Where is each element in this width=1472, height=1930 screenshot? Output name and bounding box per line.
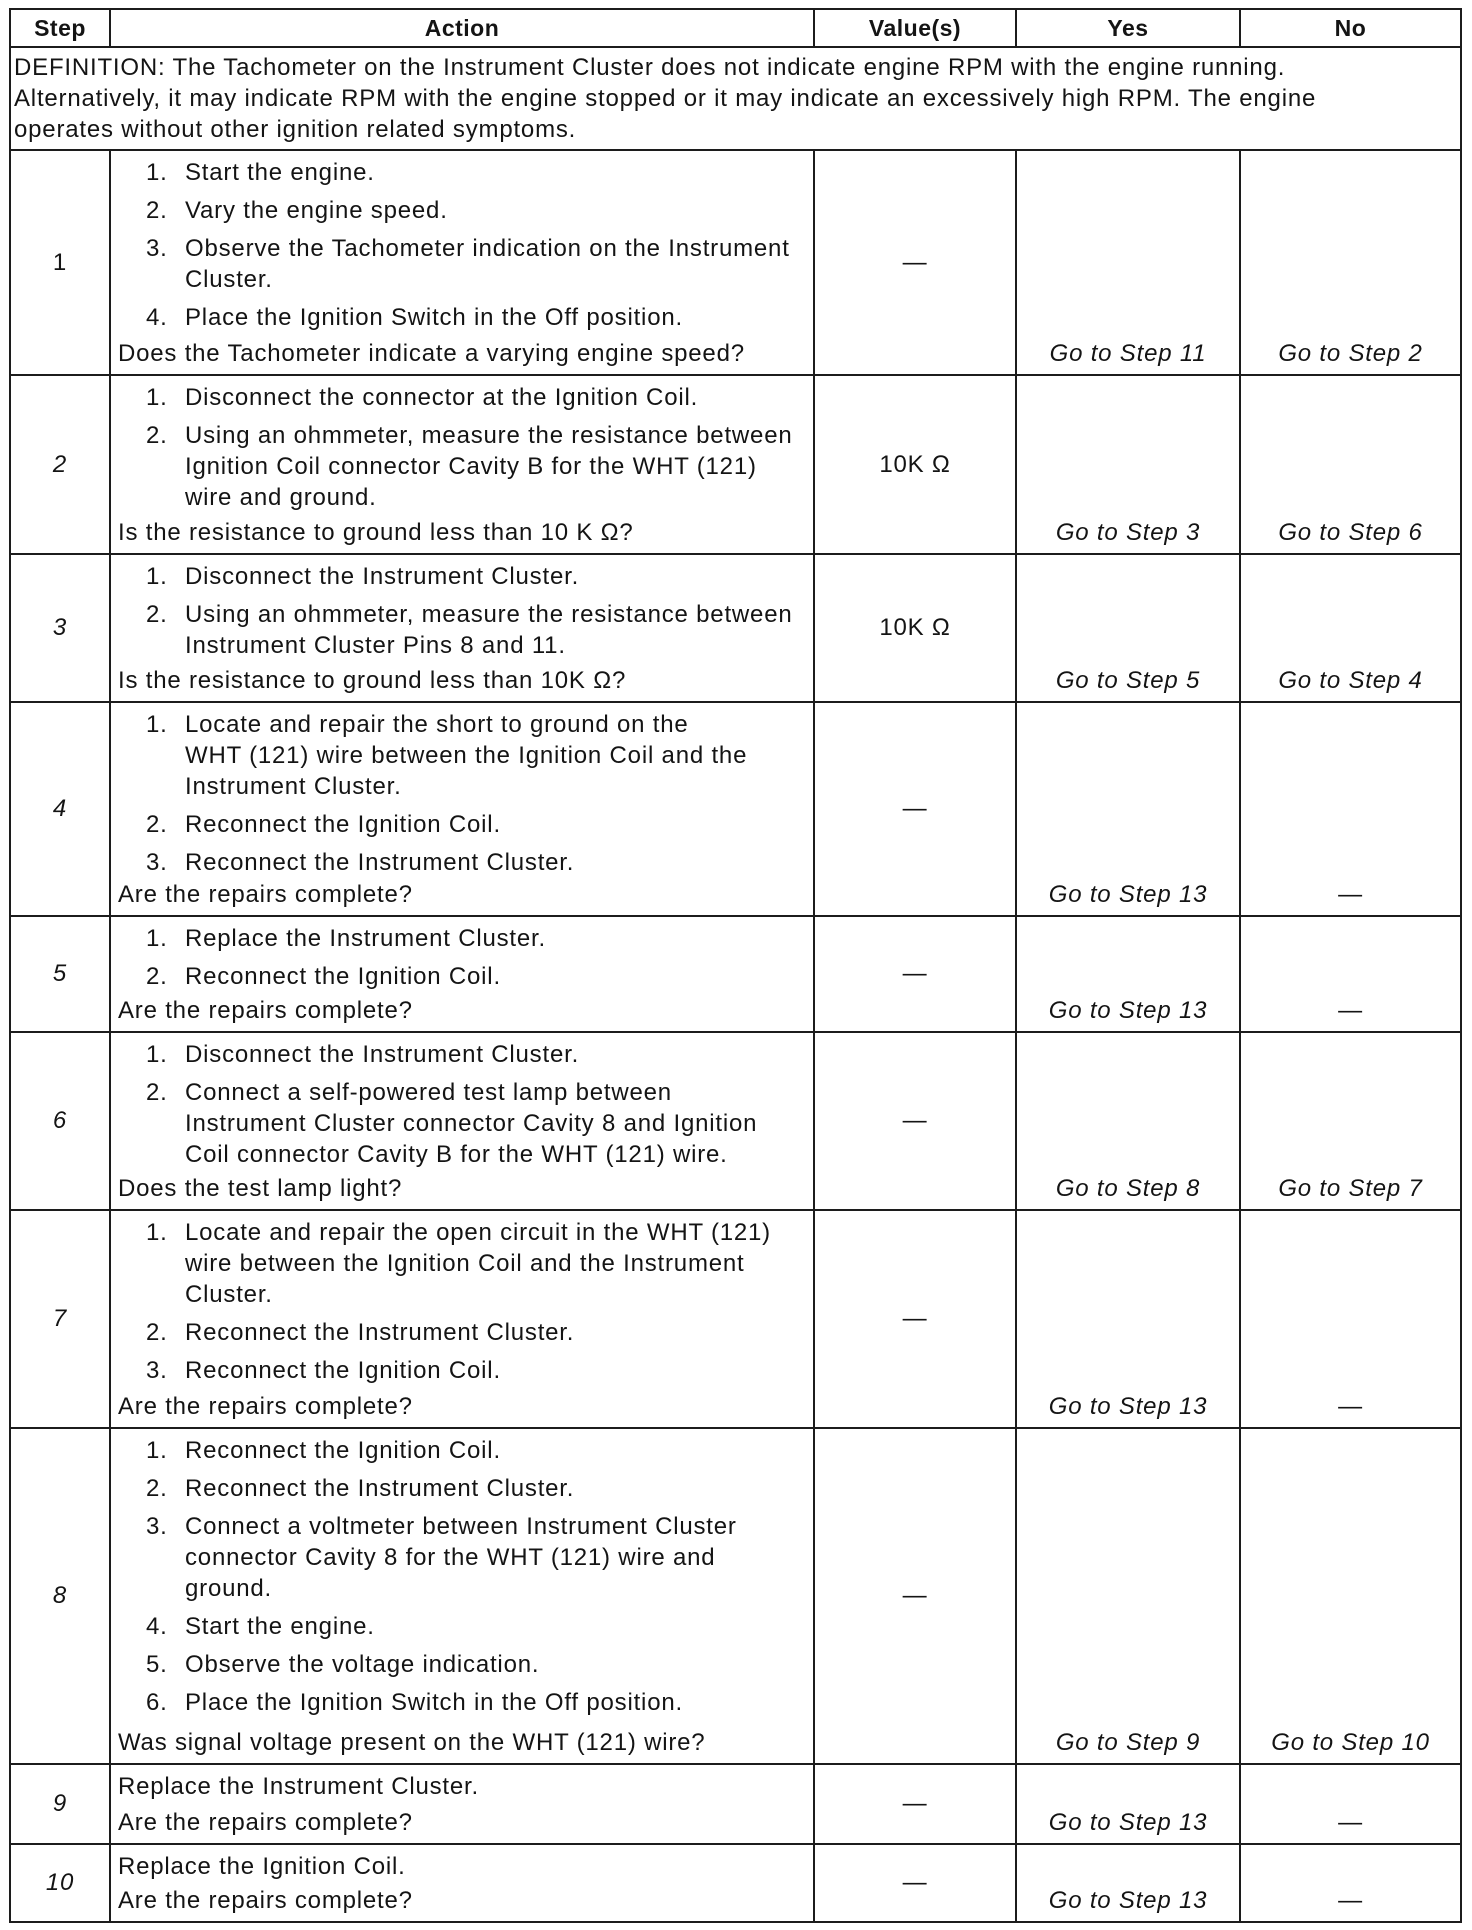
action-item <box>118 1217 809 1310</box>
table-row <box>11 149 1460 374</box>
item-text: Start the engine. <box>185 1613 375 1640</box>
header-step: Step <box>34 14 86 41</box>
step-number: 7 <box>52 1305 68 1332</box>
value-text: — <box>902 795 928 822</box>
steps-body <box>11 149 1460 1921</box>
action-item <box>118 1473 809 1504</box>
step-number: 10 <box>45 1869 75 1896</box>
item-text: Reconnect the Instrument Cluster. <box>185 1475 575 1502</box>
yes-cell <box>1015 1845 1239 1921</box>
yes-cell <box>1015 151 1239 374</box>
question-text: Does the test lamp light? <box>118 1175 403 1202</box>
item-number: 1. <box>146 925 168 952</box>
yes-result: Go to Step 13 <box>1048 881 1208 908</box>
yes-cell <box>1015 376 1239 553</box>
action-item <box>118 599 809 661</box>
action-cell <box>109 376 813 553</box>
question-text: Are the repairs complete? <box>118 1393 413 1420</box>
value-cell <box>813 1429 1015 1763</box>
table-row <box>11 374 1460 553</box>
step-cell <box>11 1765 109 1843</box>
header-action: Action <box>109 10 813 46</box>
action-cell <box>109 1429 813 1763</box>
action-item <box>118 302 809 333</box>
yes-result: Go to Step 13 <box>1048 997 1208 1024</box>
no-result: Go to Step 2 <box>1278 340 1423 367</box>
action-item <box>118 1771 809 1802</box>
item-number: 2. <box>146 601 168 628</box>
item-number: 5. <box>146 1651 168 1678</box>
yes-cell <box>1015 555 1239 701</box>
step-number: 9 <box>52 1790 68 1817</box>
item-text: Connect a self-powered test lamp between Instrument Cluster connector Cavity 8 and Ignition Coil connector Cavity B for the WHT (121) wire. <box>185 1079 758 1168</box>
definition-text: DEFINITION: The Tachometer on the Instrument Cluster does not indicate engine RPM with the engine running. Alternatively, it may indicate RPM with the engine stopped or it may indicate an excessively high RPM. The engine operates without other ignition related symptoms. <box>11 46 1460 149</box>
yes-result: Go to Step 9 <box>1055 1729 1201 1756</box>
item-text: Using an ohmmeter, measure the resistance between Ignition Coil connector Cavity B for the WHT (121) wire and ground. <box>185 422 793 511</box>
question-text: Does the Tachometer indicate a varying engine speed? <box>118 340 745 367</box>
table-row <box>11 1209 1460 1427</box>
item-text: Reconnect the Instrument Cluster. <box>185 849 575 876</box>
item-number: 2. <box>146 1079 168 1106</box>
action-item <box>118 233 809 295</box>
value-cell <box>813 1211 1015 1427</box>
item-text: Disconnect the connector at the Ignition Coil. <box>185 384 699 411</box>
value-text: — <box>902 1869 928 1896</box>
item-text: Start the engine. <box>185 159 375 186</box>
value-text: — <box>902 1582 928 1609</box>
step-cell <box>11 376 109 553</box>
yes-result: Go to Step 3 <box>1055 519 1201 546</box>
table-row <box>11 1843 1460 1921</box>
item-text: Replace the Instrument Cluster. <box>185 925 546 952</box>
question-text: Was signal voltage present on the WHT (121) wire? <box>118 1729 706 1756</box>
question-text: Are the repairs complete? <box>118 1887 413 1914</box>
item-number: 3. <box>146 235 168 262</box>
table-row <box>11 1427 1460 1763</box>
item-number: 2. <box>146 1319 168 1346</box>
no-result: — <box>1338 1887 1363 1914</box>
item-text: Reconnect the Instrument Cluster. <box>185 1319 575 1346</box>
action-item <box>118 1317 809 1348</box>
value-cell <box>813 917 1015 1031</box>
item-text: Locate and repair the open circuit in the WHT (121) wire between the Ignition Coil and the Instrument Cluster. <box>185 1219 771 1308</box>
yes-cell <box>1015 1211 1239 1427</box>
item-number: 1. <box>146 1437 168 1464</box>
step-cell <box>11 1429 109 1763</box>
yes-result: Go to Step 11 <box>1049 340 1207 367</box>
header-yes: Yes <box>1015 10 1239 46</box>
step-number: 4 <box>52 795 68 822</box>
item-text: Connect a voltmeter between Instrument Cluster connector Cavity 8 for the WHT (121) wire and ground. <box>185 1513 737 1602</box>
yes-result: Go to Step 13 <box>1048 1809 1208 1836</box>
no-result: Go to Step 6 <box>1278 519 1423 546</box>
item-text: Replace the Instrument Cluster. <box>118 1773 479 1800</box>
item-number: 1. <box>146 159 168 186</box>
table-header-row <box>11 10 1460 46</box>
action-item <box>118 1511 809 1604</box>
item-text: Reconnect the Ignition Coil. <box>185 963 501 990</box>
step-cell <box>11 1211 109 1427</box>
action-item <box>118 561 809 592</box>
value-cell <box>813 555 1015 701</box>
step-number: 2 <box>52 450 68 478</box>
table-row <box>11 1763 1460 1843</box>
action-item <box>118 157 809 188</box>
no-cell <box>1239 555 1460 701</box>
table-row <box>11 915 1460 1031</box>
action-item <box>118 1435 809 1466</box>
item-number: 6. <box>146 1689 168 1716</box>
item-number: 4. <box>146 304 168 331</box>
action-item <box>118 420 809 513</box>
step-cell <box>11 555 109 701</box>
item-number: 1. <box>146 563 168 590</box>
header-values: Value(s) <box>813 10 1015 46</box>
action-item <box>118 1039 809 1070</box>
yes-result: Go to Step 5 <box>1055 667 1201 694</box>
step-cell <box>11 703 109 915</box>
action-item <box>118 195 809 226</box>
action-item <box>118 1687 809 1718</box>
item-text: Place the Ignition Switch in the Off position. <box>185 1689 683 1716</box>
no-result: — <box>1338 997 1363 1024</box>
action-item <box>118 923 809 954</box>
value-cell <box>813 376 1015 553</box>
action-item <box>118 961 809 992</box>
item-text: Place the Ignition Switch in the Off position. <box>185 304 683 331</box>
action-cell <box>109 1845 813 1921</box>
action-item <box>118 382 809 413</box>
diagnostic-table <box>9 8 1462 1923</box>
action-cell <box>109 151 813 374</box>
value-text: — <box>902 1107 928 1134</box>
no-cell <box>1239 376 1460 553</box>
table-row <box>11 701 1460 915</box>
no-cell <box>1239 151 1460 374</box>
action-cell <box>109 1033 813 1209</box>
item-text: Disconnect the Instrument Cluster. <box>185 563 580 590</box>
yes-result: Go to Step 13 <box>1048 1393 1208 1420</box>
item-number: 1. <box>146 384 168 411</box>
no-cell <box>1239 1033 1460 1209</box>
item-number: 2. <box>146 811 168 838</box>
action-item <box>118 709 809 802</box>
table-row <box>11 1031 1460 1209</box>
value-text: — <box>902 248 928 276</box>
item-number: 2. <box>146 1475 168 1502</box>
question-text: Is the resistance to ground less than 10K Ω? <box>118 667 627 694</box>
table-row <box>11 553 1460 701</box>
no-cell <box>1239 1429 1460 1763</box>
action-item <box>118 1611 809 1642</box>
action-item <box>118 1077 809 1170</box>
item-text: Disconnect the Instrument Cluster. <box>185 1041 580 1068</box>
no-result: Go to Step 7 <box>1278 1175 1423 1202</box>
value-cell <box>813 703 1015 915</box>
value-cell <box>813 151 1015 374</box>
step-number: 5 <box>52 960 68 987</box>
action-item <box>118 847 809 878</box>
value-text: — <box>902 1790 928 1817</box>
action-cell <box>109 1765 813 1843</box>
step-cell <box>11 1033 109 1209</box>
no-cell <box>1239 703 1460 915</box>
item-text: Observe the Tachometer indication on the Instrument Cluster. <box>185 235 790 293</box>
step-number: 3 <box>52 614 68 641</box>
no-cell <box>1239 1211 1460 1427</box>
no-cell <box>1239 1765 1460 1843</box>
item-text: Reconnect the Ignition Coil. <box>185 1357 501 1384</box>
item-number: 1. <box>146 711 168 738</box>
question-text: Are the repairs complete? <box>118 997 413 1024</box>
yes-result: Go to Step 13 <box>1048 1887 1208 1914</box>
action-item <box>118 1649 809 1680</box>
question-text: Is the resistance to ground less than 10 K Ω? <box>118 519 634 546</box>
item-number: 3. <box>146 849 168 876</box>
no-cell <box>1239 1845 1460 1921</box>
step-cell <box>11 917 109 1031</box>
no-result: Go to Step 4 <box>1278 667 1423 694</box>
no-result: Go to Step 10 <box>1271 1729 1430 1756</box>
action-item <box>118 809 809 840</box>
question-text: Are the repairs complete? <box>118 1809 413 1836</box>
yes-cell <box>1015 1033 1239 1209</box>
item-text: Replace the Ignition Coil. <box>118 1853 406 1880</box>
yes-result: Go to Step 8 <box>1055 1175 1201 1202</box>
value-text: 10K Ω <box>879 614 951 641</box>
no-cell <box>1239 917 1460 1031</box>
item-number: 2. <box>146 963 168 990</box>
question-text: Are the repairs complete? <box>118 881 413 908</box>
action-cell <box>109 555 813 701</box>
value-cell <box>813 1033 1015 1209</box>
item-text: Vary the engine speed. <box>185 197 448 224</box>
item-text: Locate and repair the short to ground on the WHT (121) wire between the Ignition Coil and the Instrument Cluster. <box>185 711 748 800</box>
header-no: No <box>1239 10 1460 46</box>
step-number: 8 <box>52 1582 68 1609</box>
item-number: 1. <box>146 1219 168 1246</box>
item-number: 4. <box>146 1613 168 1640</box>
action-cell <box>109 703 813 915</box>
step-number: 1 <box>52 248 68 276</box>
no-result: — <box>1338 881 1363 908</box>
item-number: 3. <box>146 1357 168 1384</box>
action-item <box>118 1355 809 1386</box>
item-text: Reconnect the Ignition Coil. <box>185 1437 501 1464</box>
item-number: 1. <box>146 1041 168 1068</box>
item-number: 3. <box>146 1513 168 1540</box>
value-text: 10K Ω <box>879 450 951 478</box>
item-text: Using an ohmmeter, measure the resistance between Instrument Cluster Pins 8 and 11. <box>185 601 793 659</box>
item-number: 2. <box>146 422 168 449</box>
item-text: Observe the voltage indication. <box>185 1651 540 1678</box>
value-cell <box>813 1765 1015 1843</box>
step-number: 6 <box>52 1107 68 1134</box>
step-cell <box>11 1845 109 1921</box>
step-cell <box>11 151 109 374</box>
item-text: Reconnect the Ignition Coil. <box>185 811 501 838</box>
yes-cell <box>1015 1765 1239 1843</box>
action-item <box>118 1851 809 1882</box>
yes-cell <box>1015 917 1239 1031</box>
value-text: — <box>902 1305 928 1332</box>
yes-cell <box>1015 1429 1239 1763</box>
action-cell <box>109 1211 813 1427</box>
item-number: 2. <box>146 197 168 224</box>
value-cell <box>813 1845 1015 1921</box>
no-result: — <box>1338 1809 1363 1836</box>
no-result: — <box>1338 1393 1363 1420</box>
action-cell <box>109 917 813 1031</box>
value-text: — <box>902 960 928 987</box>
yes-cell <box>1015 703 1239 915</box>
